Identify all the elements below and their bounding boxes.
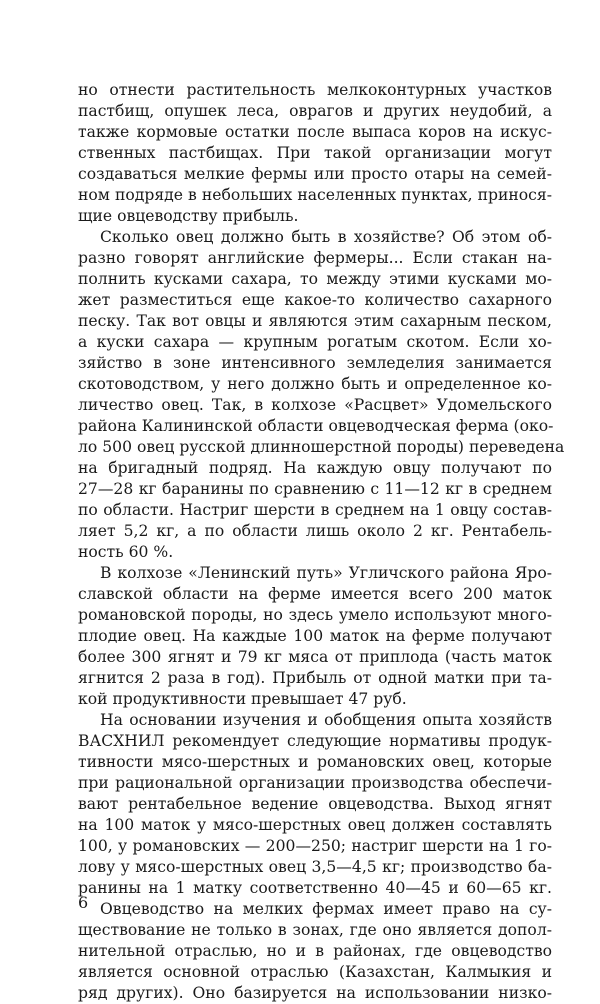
text-line: вают рентабельное ведение овцеводства. Выход ягнят — [78, 795, 552, 813]
text-line: 100, у романовских — 200—250; настриг шерсти на 1 го- — [78, 837, 552, 855]
text-line: В колхозе «Ленинский путь» Угличского района Яро- — [100, 564, 552, 582]
text-line: а куски сахара — крупным рогатым скотом. Если хо- — [78, 333, 552, 351]
text-line: также кормовые остатки после выпаса коров на искус- — [78, 123, 552, 141]
text-line: Овцеводство на мелких фермах имеет право на су- — [100, 900, 552, 918]
text-line: но отнести растительность мелкоконтурных участков — [78, 81, 552, 99]
text-line: кой продуктивности превышает 47 руб. — [78, 690, 407, 708]
text-line: ранины на 1 матку соответственно 40—45 и 60—65 кг. — [78, 879, 552, 897]
text-line: по области. Настриг шерсти в среднем на 1 овцу состав- — [78, 501, 552, 519]
text-line: полнить кусками сахара, то между этими кусками мо- — [78, 270, 552, 288]
text-line: ность 60 %. — [78, 543, 174, 561]
text-line: скотоводством, у него должно быть и определенное ко- — [78, 375, 552, 393]
text-line: ственных пастбищах. При такой организации могут — [78, 144, 552, 162]
text-line: района Калининской области овцеводческая ферма (око- — [78, 417, 554, 435]
text-line: создаваться мелкие фермы или просто отары на семей- — [78, 165, 552, 183]
text-line: более 300 ягнят и 79 кг мяса от приплода (часть маток — [78, 648, 552, 666]
text-line: жет разместиться еще какое-то количество сахарного — [78, 291, 552, 309]
text-line: ном подряде в небольших населенных пунктах, принося- — [78, 186, 552, 204]
text-line: на 100 маток у мясо-шерстных овец должен составлять — [78, 816, 552, 834]
text-line: зяйство в зоне интенсивного земледелия занимается — [78, 354, 552, 372]
page-number: 6 — [78, 893, 89, 912]
text-line: является основной отраслью (Казахстан, Калмыкия и — [78, 963, 552, 981]
text-line: щие овцеводству прибыль. — [78, 207, 299, 225]
text-line: славской области на ферме имеется всего 200 маток — [78, 585, 552, 603]
text-line: ляет 5,2 кг, а по области лишь около 2 кг. Рентабель- — [78, 522, 552, 540]
text-line: тивности мясо-шерстных и романовских овец, которые — [78, 753, 552, 771]
text-line: ягнится 2 раза в год). Прибыль от одной матки при та- — [78, 669, 552, 687]
text-line: лову у мясо-шерстных овец 3,5—4,5 кг; производство ба- — [78, 858, 552, 876]
text-line: при рациональной организации производства обеспечи- — [78, 774, 552, 792]
text-line: ло 500 овец русской длинношерстной породы) переведена — [78, 438, 565, 456]
text-line: нительной отраслью, но и в районах, где овцеводство — [78, 942, 552, 960]
text-line: ВАСХНИЛ рекомендует следующие нормативы продук- — [78, 732, 552, 750]
text-line: личество овец. Так, в колхозе «Расцвет» Удомельского — [78, 396, 552, 414]
text-line: песку. Так вот овцы и являются этим сахарным песком, — [78, 312, 552, 330]
text-line: разно говорят английские фермеры... Если стакан на- — [78, 249, 552, 267]
text-line: на бригадный подряд. На каждую овцу получают по — [78, 459, 552, 477]
text-line: пастбищ, опушек леса, оврагов и других неудобий, а — [78, 102, 552, 120]
text-line: плодие овец. На каждые 100 маток на ферме получают — [78, 627, 552, 645]
text-line: ществование не только в зонах, где оно является допол- — [78, 921, 552, 939]
text-line: Сколько овец должно быть в хозяйстве? Об этом об- — [100, 228, 552, 246]
text-line: 27—28 кг баранины по сравнению с 11—12 кг в среднем — [78, 480, 552, 498]
text-line: романовской породы, но здесь умело используют много- — [78, 606, 552, 624]
body-text — [78, 80, 565, 1004]
text-line: На основании изучения и обобщения опыта хозяйств — [100, 711, 552, 729]
text-line: ряд других). Оно базируется на использовании низко- — [78, 984, 552, 1002]
